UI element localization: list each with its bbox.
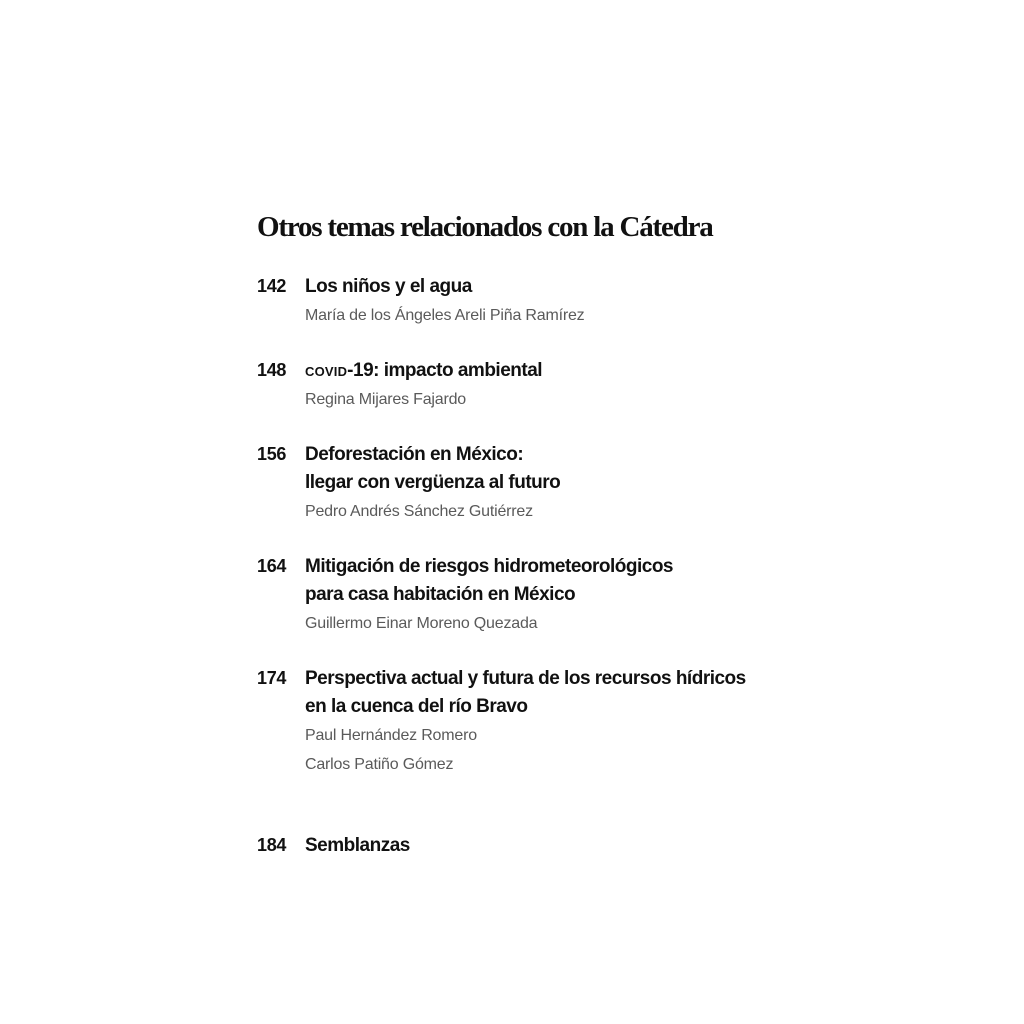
author-name: Guillermo Einar Moreno Quezada: [305, 615, 538, 632]
entry-title-continuation[interactable]: llegar con vergüenza al futuro: [305, 472, 561, 493]
entry-title-rest: -19: impacto ambiental: [347, 360, 543, 381]
entry-title[interactable]: Deforestación en México:: [305, 444, 524, 465]
page-number: 174: [257, 668, 287, 688]
entry-title-smallcaps: covid: [305, 360, 348, 381]
toc-entry[interactable]: [257, 552, 673, 638]
page-number: 164: [257, 556, 287, 576]
entry-title[interactable]: Perspectiva actual y futura de los recursos hídricos: [305, 668, 746, 689]
entry-title-continuation[interactable]: para casa habitación en México: [305, 584, 576, 605]
entry-title[interactable]: Mitigación de riesgos hidrometeorológicos: [305, 556, 673, 577]
toc-entry[interactable]: [257, 664, 746, 779]
author-name: Carlos Patiño Gómez: [305, 756, 454, 773]
entry-title[interactable]: Semblanzas: [305, 835, 410, 856]
toc-entry[interactable]: [257, 272, 584, 330]
entry-title-continuation[interactable]: en la cuenca del río Bravo: [305, 696, 528, 717]
section-title: Otros temas relacionados con la Cátedra: [257, 211, 713, 243]
toc-entry[interactable]: [257, 831, 410, 860]
author-name: Regina Mijares Fajardo: [305, 391, 467, 408]
page-number: 156: [257, 444, 287, 464]
entry-title[interactable]: Los niños y el agua: [305, 276, 472, 297]
toc-entry[interactable]: [257, 356, 542, 414]
entry-title[interactable]: [305, 357, 542, 385]
page-number: 142: [257, 276, 287, 296]
page-number: 148: [257, 360, 287, 380]
author-name: María de los Ángeles Areli Piña Ramírez: [305, 307, 585, 324]
author-name: Paul Hernández Romero: [305, 727, 477, 744]
page-number: 184: [257, 835, 287, 855]
author-name: Pedro Andrés Sánchez Gutiérrez: [305, 503, 533, 520]
toc-entry[interactable]: [257, 440, 560, 526]
